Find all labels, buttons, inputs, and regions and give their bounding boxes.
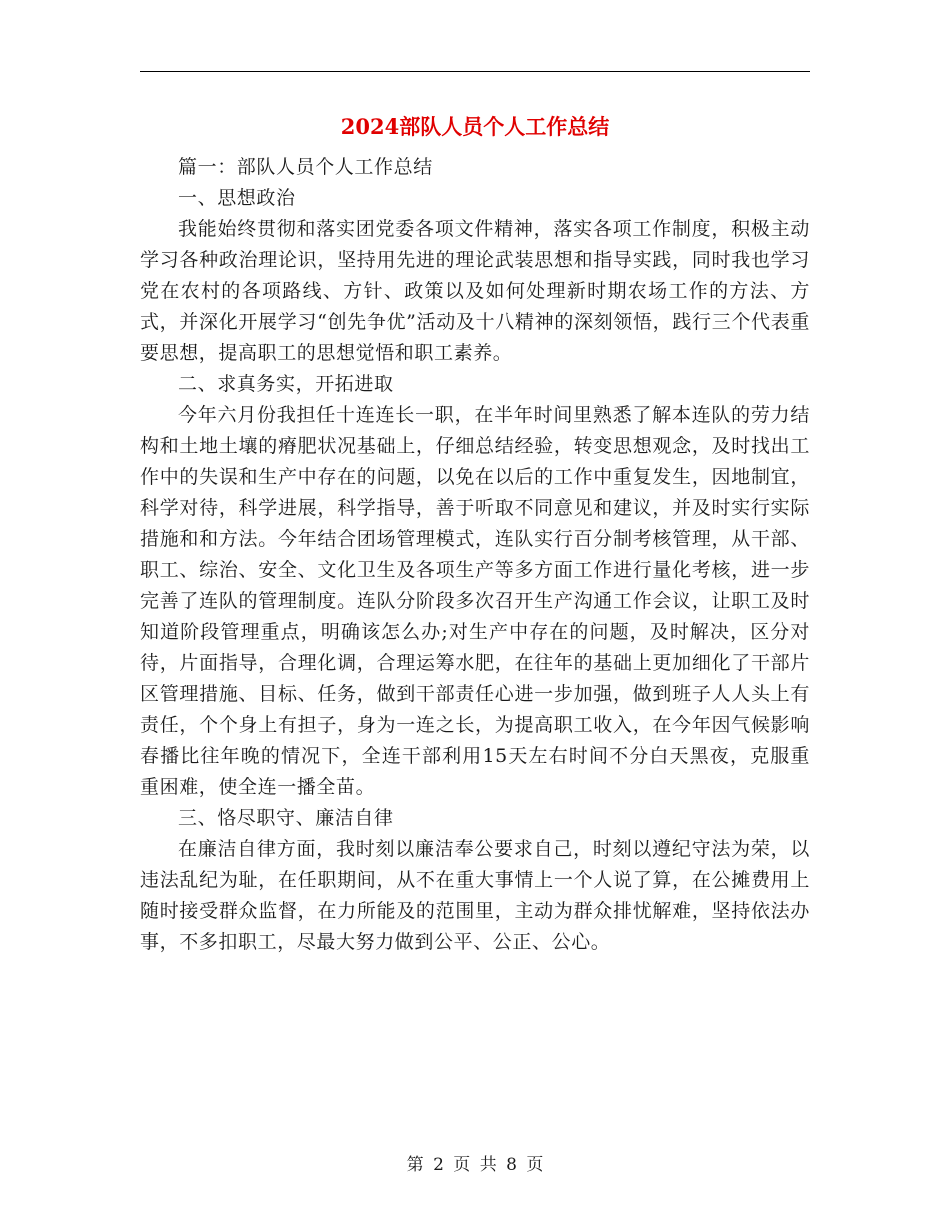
section-heading-pragmatism: 二、求真务实，开拓进取 bbox=[178, 373, 394, 395]
page-number: 第 2 页 共 8 页 bbox=[406, 1155, 544, 1175]
paragraph-pragmatism: 今年六月份我担任十连连长一职，在半年时间里熟悉了解本连队的劳力结构和土地土壤的瘠肥状况基础上，仔细总结经验，转变思想观念，及时找出工作中的失误和生产中存在的问题，以免在以后的工作中重复发生，因地制宜，科学对待，科学进展，科学指导，善于听取不同意见和建议，并及时实行实际措施和和方法。今年结合团场管理模式，连队实行百分制考核管理，从干部、职工、综治、安全、文化卫生及各项生产等多方面工作进行量化考核，进一步完善了连队的管理制度。连队分阶段多次召开生产沟通工作会议，让职工及时知道阶段管理重点，明确该怎么办;对生产中存在的问题，及时解决，区分对待，片面指导，合理化调，合理运筹水肥，在往年的基础上更加细化了干部片区管理措施、目标、任务，做到干部责任心进一步加强，做到班子人人头上有责任，个个身上有担子，身为一连之长，为提高职工收入，在今年因气候影响春播比往年晚的情况下，全连干部利用15天左右时间不分白天黑夜，克服重重困难，使全连一播全苗。 bbox=[140, 404, 810, 798]
document-body bbox=[140, 152, 810, 958]
section-heading-ideology: 一、思想政治 bbox=[178, 187, 296, 209]
header-rule bbox=[140, 71, 810, 72]
document-title: 2024部队人员个人工作总结 bbox=[340, 114, 610, 139]
section-heading-integrity: 三、恪尽职守、廉洁自律 bbox=[178, 807, 394, 829]
section-heading-part-one: 篇一：部队人员个人工作总结 bbox=[178, 156, 433, 178]
paragraph-integrity: 在廉洁自律方面，我时刻以廉洁奉公要求自己，时刻以遵纪守法为荣，以违法乱纪为耻，在任职期间，从不在重大事情上一个人说了算，在公摊费用上随时接受群众监督，在力所能及的范围里，主动为群众排忧解难，坚持依法办事，不多扣职工，尽最大努力做到公平、公正、公心。 bbox=[140, 838, 810, 953]
paragraph-ideology: 我能始终贯彻和落实团党委各项文件精神，落实各项工作制度，积极主动学习各种政治理论识，坚持用先进的理论武装思想和指导实践，同时我也学习党在农村的各项路线、方针、政策以及如何处理新时期农场工作的方法、方式，并深化开展学习“创先争优”活动及十八精神的深刻领悟，践行三个代表重要思想，提高职工的思想觉悟和职工素养。 bbox=[140, 218, 810, 364]
